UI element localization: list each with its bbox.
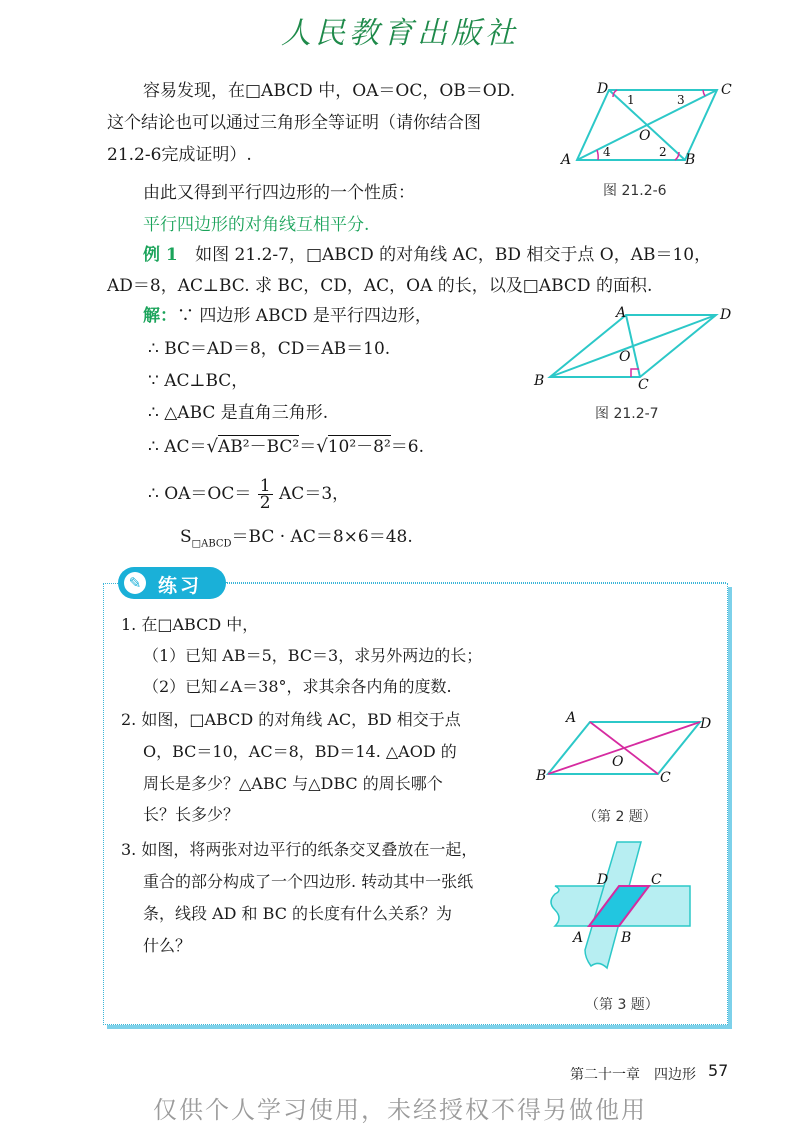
exercise-q3-line4: 什么？: [143, 936, 192, 955]
exercise-q3-line1: 3. 如图，将两张对边平行的纸条交叉叠放在一起，: [121, 840, 478, 859]
label-D-q3: D: [597, 872, 609, 888]
intro-line-3: 21.2-6完成证明）.: [107, 145, 252, 165]
label-angle-2: 2: [659, 145, 667, 159]
label-C-7: C: [638, 377, 649, 390]
diagonal-bd-q2: [548, 722, 700, 774]
fraction-numerator: 1: [259, 476, 271, 496]
label-A: A: [561, 152, 572, 168]
sol7-rest: ＝BC · AC＝8×6＝48.: [231, 527, 413, 547]
exercise-q2-line2: O，BC＝10，AC＝8，BD＝14. △AOD 的: [143, 742, 457, 761]
caption-fig-21-2-6: 图 21.2-6: [603, 183, 667, 199]
caption-question-2: （第 2 题）: [583, 809, 657, 825]
label-B-7: B: [534, 373, 545, 389]
exercise-q1a: （1）已知 AB＝5，BC＝3，求另外两边的长；: [143, 646, 483, 665]
label-A-7: A: [616, 305, 627, 321]
label-B-q2: B: [536, 768, 547, 784]
solution-line-4: ∴ △ABC 是直角三角形.: [148, 403, 329, 423]
label-D-q2: D: [700, 716, 712, 732]
solution-text-1: ∵ 四边形 ABCD 是平行四边形，: [177, 306, 432, 326]
solution-line-1: [143, 301, 432, 331]
radicand-2: 10²－8²: [327, 437, 391, 457]
solution-line-3: ∵ AC⊥BC，: [148, 371, 249, 391]
pencil-icon: ✎: [124, 572, 146, 594]
intro-line-2: 这个结论也可以通过三角形全等证明（请你结合图: [107, 113, 481, 133]
sol5-prefix: ∴ AC＝: [148, 437, 207, 457]
exercise-title: 练习: [158, 575, 203, 597]
exercise-q3-line2: 重合的部分构成了一个四边形. 转动其中一张纸: [143, 872, 474, 891]
exercise-q1: 1. 在□ABCD 中，: [121, 615, 259, 634]
solution-label: 解：: [143, 306, 177, 326]
diagonal-bd: [609, 90, 685, 160]
exercise-q2-line4: 长？长多少？: [143, 805, 240, 824]
solution-line-6: [148, 478, 349, 511]
publisher-logo: 人民教育出版社: [281, 16, 519, 51]
figure-question-2: [532, 708, 722, 788]
solution-line-5: [148, 432, 424, 462]
label-B: B: [685, 152, 696, 168]
label-angle-1: 1: [627, 93, 635, 107]
example-label: 例 1: [143, 245, 178, 265]
exercise-q2-line1: 2. 如图，□ABCD 的对角线 AC，BD 相交于点: [121, 710, 461, 729]
figure-question-3: [545, 838, 700, 978]
sol5-end: ＝6.: [390, 437, 425, 457]
chapter-title: 第二十一章 四边形: [570, 1067, 696, 1083]
exercise-q1b: （2）已知∠A＝38°，求其余各内角的度数.: [143, 677, 452, 696]
watermark: 仅供个人学习使用，未经授权不得另做他用: [153, 1096, 647, 1124]
label-C-q2: C: [660, 770, 671, 786]
sqrt-sign-1: √: [206, 436, 218, 457]
label-C: C: [721, 82, 732, 98]
solution-line-7: [180, 522, 413, 559]
page-number: 57: [708, 1061, 729, 1080]
figure-21-2-6: [555, 78, 745, 173]
intro-line-4: 由此又得到平行四边形的一个性质：: [143, 183, 415, 203]
sol6-end: AC＝3，: [279, 484, 350, 504]
label-D: D: [597, 81, 609, 97]
caption-question-3: （第 3 题）: [585, 997, 659, 1013]
example-text-1: 如图 21.2-7，□ABCD 的对角线 AC，BD 相交于点 O，AB＝10，: [195, 245, 712, 265]
sol6-prefix: ∴ OA＝OC＝: [148, 484, 252, 504]
label-A-q2: A: [566, 710, 577, 726]
radicand-1: AB²－BC²: [218, 437, 300, 457]
label-D-7: D: [720, 307, 732, 323]
label-C-q3: C: [651, 872, 662, 888]
angle-4-arc: [597, 150, 598, 160]
caption-fig-21-2-7: 图 21.2-7: [595, 406, 659, 422]
label-angle-4: 4: [603, 145, 611, 159]
label-angle-3: 3: [677, 93, 685, 107]
example-1-line-1: [143, 240, 711, 270]
label-A-q3: A: [573, 930, 584, 946]
exercise-tab: [118, 567, 226, 599]
figure-21-2-7: [530, 305, 740, 390]
diagonal-bd-7: [550, 315, 716, 377]
property-statement: 平行四边形的对角线互相平分.: [143, 215, 370, 235]
sol5-mid: ＝: [299, 437, 317, 457]
area-symbol: S: [180, 527, 192, 547]
label-O-7: O: [619, 349, 631, 365]
label-O-q2: O: [612, 754, 624, 770]
example-1-line-2: AD＝8，AC⊥BC. 求 BC，CD，AC，OA 的长，以及□ABCD 的面积.: [107, 276, 653, 296]
fraction-one-half: [258, 478, 273, 511]
solution-line-2: ∴ BC＝AD＝8，CD＝AB＝10.: [148, 339, 391, 359]
area-subscript: □ABCD: [191, 538, 232, 550]
intro-line-1: 容易发现，在□ABCD 中，OA＝OC，OB＝OD.: [143, 81, 516, 101]
label-O: O: [639, 128, 651, 144]
label-B-q3: B: [621, 930, 632, 946]
sqrt-sign-2: √: [316, 436, 328, 457]
fraction-denominator: 2: [259, 493, 271, 513]
exercise-q3-line3: 条，线段 AD 和 BC 的长度有什么关系？为: [143, 904, 453, 923]
exercise-q2-line3: 周长是多少？△ABC 与△DBC 的周长哪个: [143, 774, 443, 793]
